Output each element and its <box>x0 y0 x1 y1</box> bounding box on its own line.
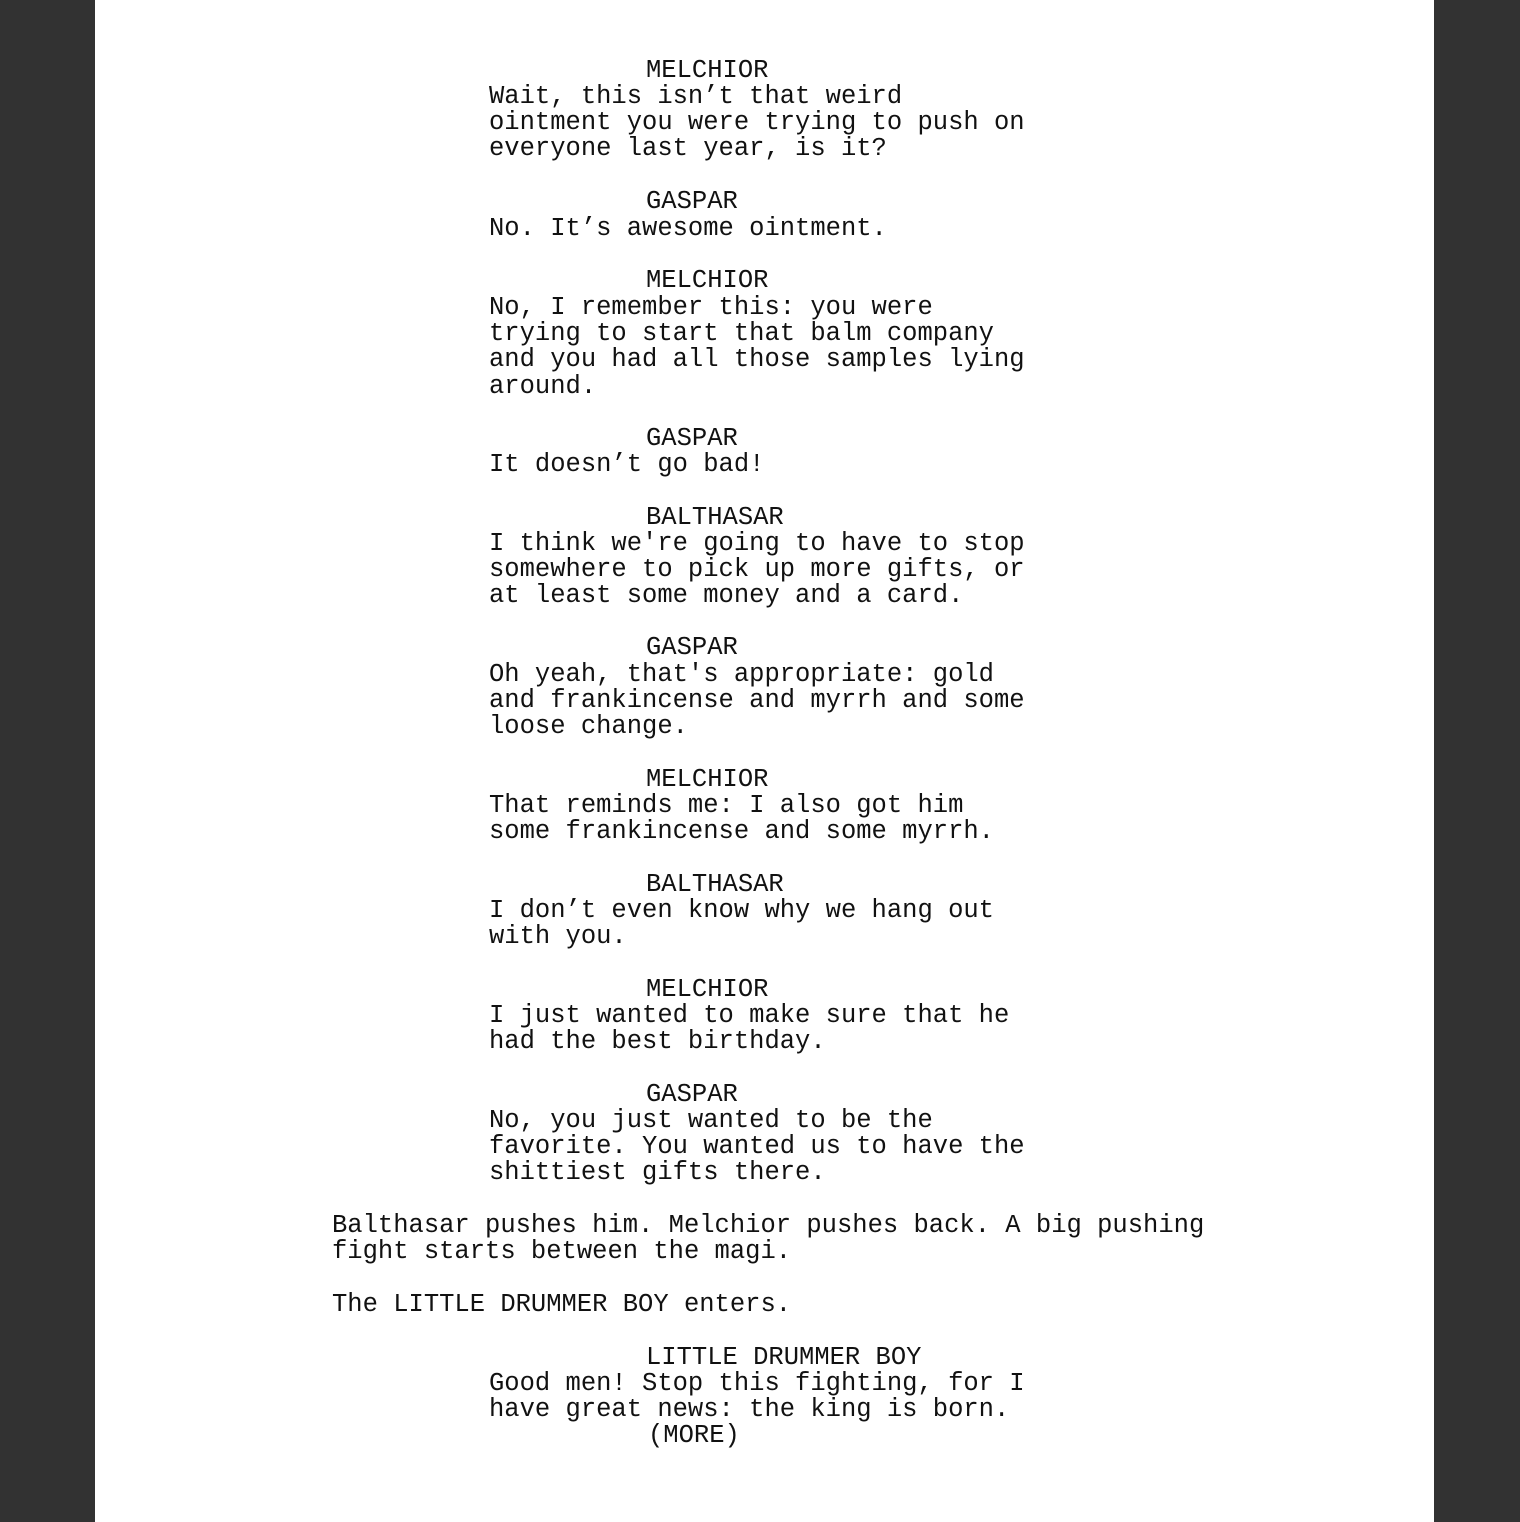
dialogue: Good men! Stop this fighting, for I have great news: the king is born. <box>489 1369 1025 1425</box>
character-name: BALTHASAR <box>646 870 784 899</box>
dialogue: It doesn’t go bad! <box>489 450 765 479</box>
more-continuation: (MORE) <box>648 1421 740 1450</box>
dialogue: No, you just wanted to be the favorite. You wanted us to have the shittiest gifts there. <box>489 1106 1025 1188</box>
dialogue: No, I remember this: you were trying to start that balm company and you had all those samples lying around. <box>489 293 1025 401</box>
character-name: BALTHASAR <box>646 503 784 532</box>
dialogue: I don’t even know why we hang out with you. <box>489 896 994 952</box>
action-line: The LITTLE DRUMMER BOY enters. <box>332 1290 792 1319</box>
character-name: GASPAR <box>646 424 738 453</box>
dialogue: That reminds me: I also got him some frankincense and some myrrh. <box>489 791 994 847</box>
character-name: MELCHIOR <box>646 975 769 1004</box>
action-line: Balthasar pushes him. Melchior pushes back. A big pushing fight starts between the magi. <box>332 1211 1205 1267</box>
character-name: MELCHIOR <box>646 765 769 794</box>
dialogue: No. It’s awesome ointment. <box>489 214 887 243</box>
character-name: MELCHIOR <box>646 56 769 85</box>
character-name: GASPAR <box>646 633 738 662</box>
dialogue: I just wanted to make sure that he had the best birthday. <box>489 1001 1010 1057</box>
character-name: MELCHIOR <box>646 266 769 295</box>
character-name: GASPAR <box>646 1080 738 1109</box>
dialogue: Oh yeah, that's appropriate: gold and frankincense and myrrh and some loose change. <box>489 660 1025 742</box>
character-name: LITTLE DRUMMER BOY <box>646 1343 922 1372</box>
character-name: GASPAR <box>646 187 738 216</box>
dialogue: Wait, this isn’t that weird ointment you were trying to push on everyone last year, is it? <box>489 82 1025 164</box>
script-page <box>95 0 1434 1522</box>
dialogue: I think we're going to have to stop somewhere to pick up more gifts, or at least some money and a card. <box>489 529 1025 611</box>
